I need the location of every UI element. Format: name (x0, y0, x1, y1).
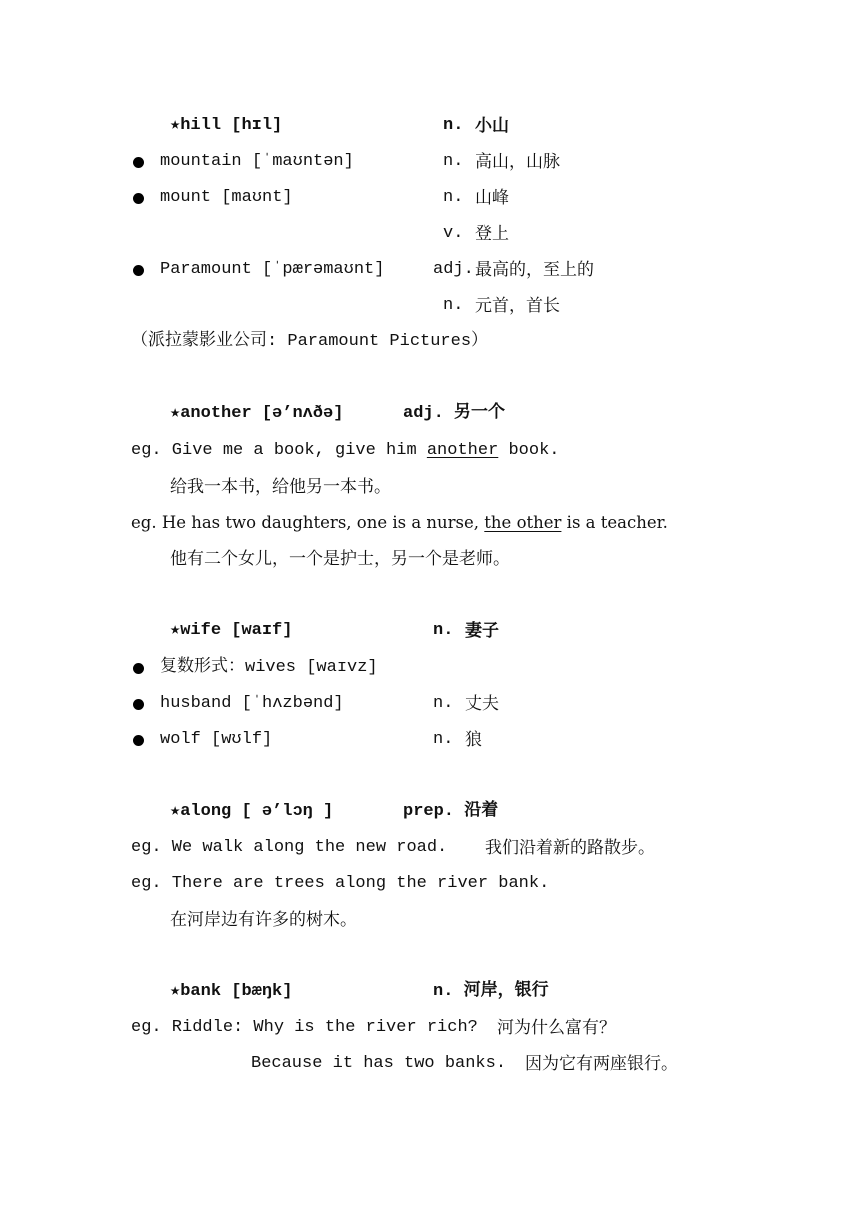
along-example-2: eg. There are trees along the river bank. (131, 874, 550, 893)
underlined-word: another (426, 441, 499, 460)
example-text: eg. Give me a book, give him (131, 441, 427, 460)
bullet-icon (133, 699, 144, 710)
along-example-1: eg. We walk along the new road. (131, 838, 448, 857)
mount-word: mount [maʊnt] (160, 188, 293, 207)
paramount-noun-pos: n. (443, 296, 464, 315)
along-pos-meaning: prep. 沿着 (403, 802, 499, 821)
bank-answer: Because it has two banks. (251, 1054, 507, 1073)
wolf-word: wolf [wʊlf] (160, 730, 273, 749)
bullet-icon (133, 265, 144, 276)
wife-headword: ★wife [waɪf] (170, 621, 293, 640)
another-headword: ★another [ə’nʌðə] (170, 404, 344, 423)
mountain-meaning: 高山，山脉 (475, 152, 560, 172)
wolf-meaning: 狼 (465, 730, 482, 750)
wife-meaning: 妻子 (465, 621, 499, 641)
mount-verb-meaning: 登上 (475, 224, 509, 244)
mount-verb-pos: v. (443, 224, 464, 243)
bank-riddle: eg. Riddle: Why is the river rich? (131, 1018, 478, 1037)
paramount-pos: adj. (433, 260, 474, 279)
example-text: eg. He has two daughters, one is a nurse, (131, 513, 485, 532)
mount-meaning: 山峰 (475, 188, 509, 208)
along-headword: ★along [ ə’lɔŋ ] (170, 802, 334, 821)
bullet-icon (133, 735, 144, 746)
example-text: is a teacher. (561, 513, 668, 532)
mount-pos: n. (443, 188, 464, 207)
husband-meaning: 丈夫 (465, 694, 499, 714)
bank-pos-meaning: n. 河岸，银行 (433, 982, 549, 1001)
hill-headword: ★hill [hɪl] (170, 116, 283, 135)
along-example-1-cn: 我们沿着新的路散步。 (485, 838, 655, 858)
another-example-2 (131, 512, 668, 534)
along-example-2-cn: 在河岸边有许多的树木。 (170, 910, 357, 930)
another-example-1-cn: 给我一本书，给他另一本书。 (170, 477, 391, 497)
paramount-note: （派拉蒙影业公司: Paramount Pictures） (131, 332, 489, 351)
bullet-icon (133, 157, 144, 168)
hill-meaning: 小山 (475, 116, 509, 136)
mountain-word: mountain [ˈmaʊntən] (160, 152, 354, 171)
underlined-word: the other (484, 513, 562, 532)
mountain-pos: n. (443, 152, 464, 171)
wife-pos: n. (433, 621, 454, 640)
bank-headword: ★bank [bæŋk] (170, 982, 293, 1001)
bank-answer-cn: 因为它有两座银行。 (525, 1054, 678, 1074)
bullet-icon (133, 663, 144, 674)
bullet-icon (133, 193, 144, 204)
another-example-2-cn: 他有二个女儿，一个是护士，另一个是老师。 (170, 549, 510, 569)
paramount-noun-meaning: 元首，首长 (475, 296, 560, 316)
paramount-word: Paramount [ˈpærəmaʊnt] (160, 260, 385, 279)
another-example-1 (131, 440, 560, 462)
bank-riddle-cn: 河为什么富有？ (497, 1018, 616, 1038)
husband-word: husband [ˈhʌzbənd] (160, 694, 344, 713)
another-pos-meaning: adj. 另一个 (403, 404, 506, 423)
paramount-meaning: 最高的，至上的 (475, 260, 594, 280)
husband-pos: n. (433, 694, 454, 713)
wives-plural: 复数形式：wives [waɪvz] (160, 658, 378, 677)
example-text: book. (498, 441, 560, 460)
hill-pos: n. (443, 116, 464, 135)
wolf-pos: n. (433, 730, 454, 749)
